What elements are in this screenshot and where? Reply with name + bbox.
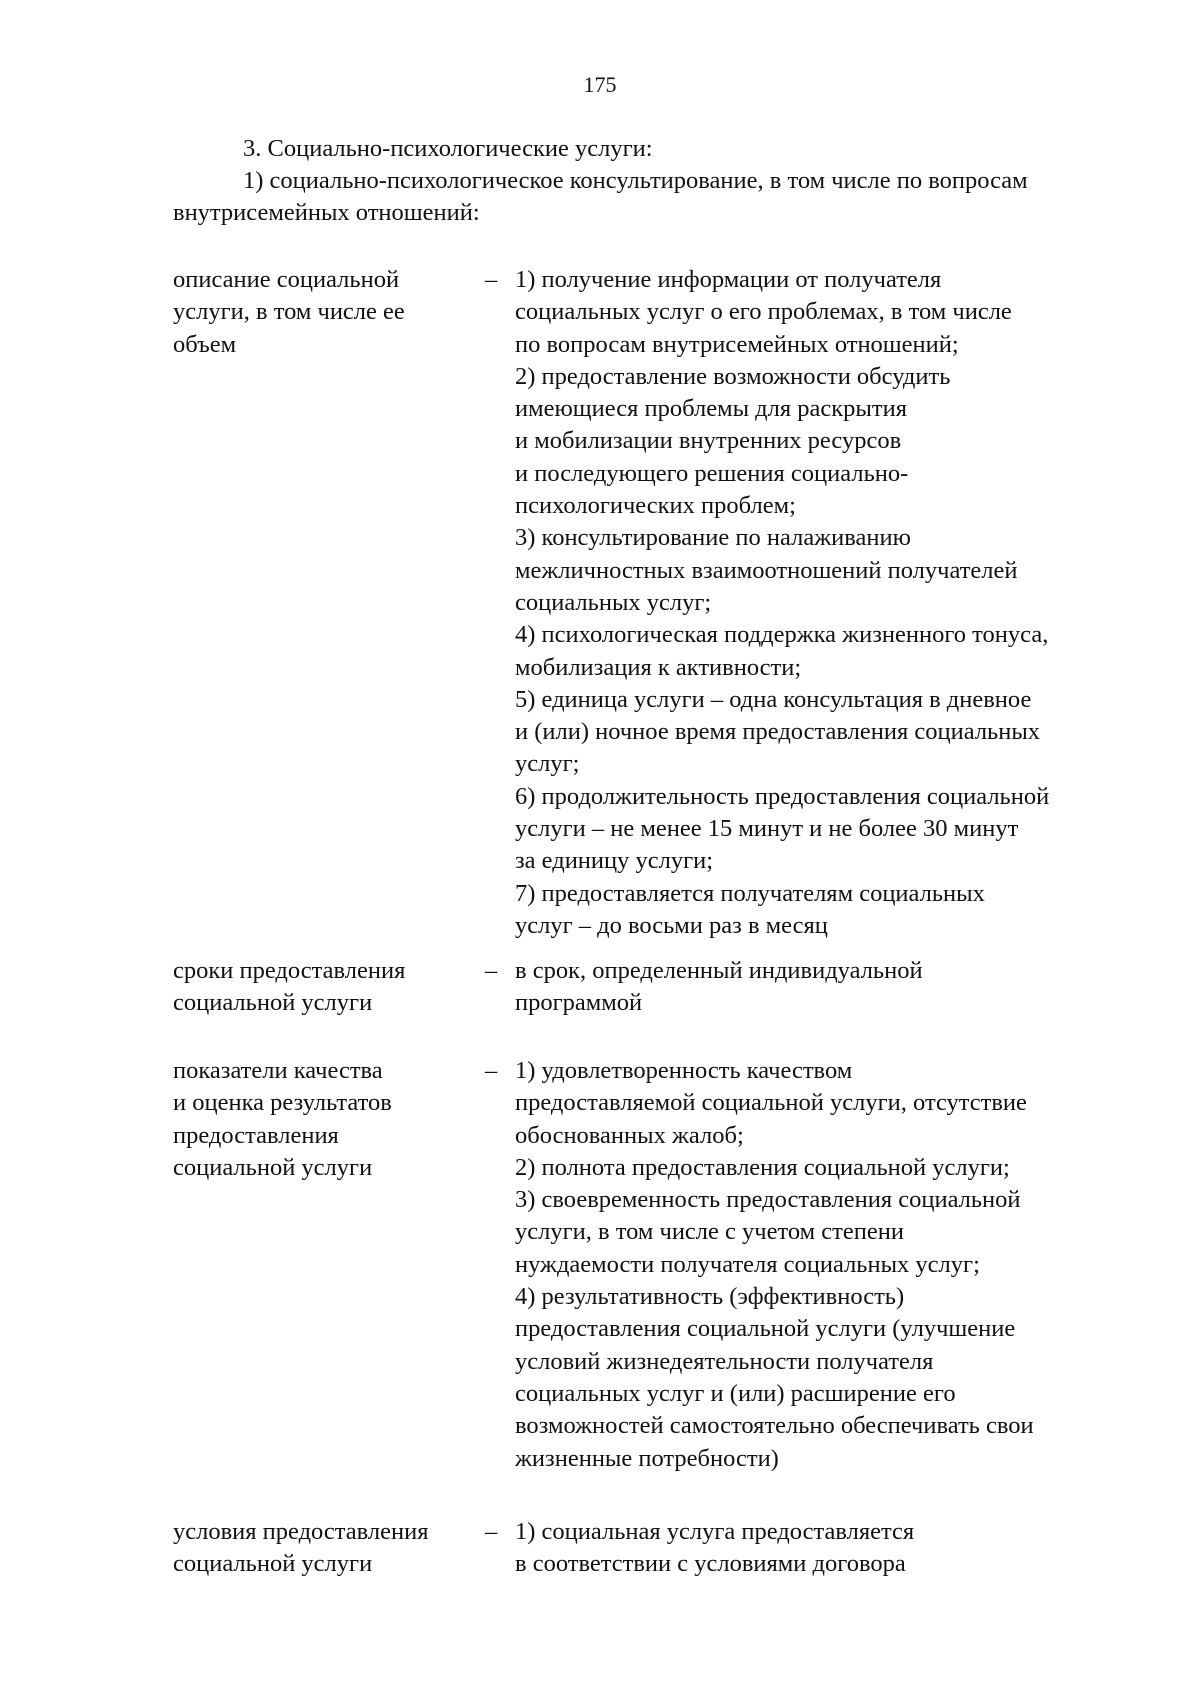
content-line: 4) психологическая поддержка жизненного тонуса, <box>515 621 1049 649</box>
content-line: 1) социальная услуга предоставляется <box>515 1518 915 1545</box>
content-line: предоставляемой социальной услуги, отсутствие <box>515 1089 1027 1117</box>
row-label <box>173 1055 473 1184</box>
content-line: нуждаемости получателя социальных услуг; <box>515 1250 980 1278</box>
subsection-title-line: 1) социально-психологическое консультирование, в том числе по вопросам <box>243 167 1028 194</box>
content-line: программой <box>515 989 643 1017</box>
content-line: услуги – не менее 15 минут и не более 30 минут <box>515 815 1019 843</box>
label-line: сроки предоставления <box>173 957 406 984</box>
row-dash: – <box>485 1518 498 1545</box>
label-line: условия предоставления <box>173 1518 429 1545</box>
label-line: услуги, в том числе ее <box>173 298 405 326</box>
row-content <box>515 1516 1155 1581</box>
content-line: жизненные потребности) <box>515 1444 779 1472</box>
content-line: 3) своевременность предоставления социальной <box>515 1186 1021 1214</box>
content-line: 1) удовлетворенность качеством <box>515 1057 853 1084</box>
content-line: 2) предоставление возможности обсудить <box>515 362 951 390</box>
label-line: предоставления <box>173 1121 339 1149</box>
label-line: социальной услуги <box>173 1550 373 1578</box>
row-content <box>515 955 1155 1020</box>
content-line: условий жизнедеятельности получателя <box>515 1347 934 1375</box>
content-line: психологических проблем; <box>515 492 796 520</box>
content-line: предоставления социальной услуги (улучшение <box>515 1315 1016 1343</box>
row-label <box>173 1516 473 1581</box>
content-line: и (или) ночное время предоставления социальных <box>515 718 1041 746</box>
content-line: за единицу услуги; <box>515 847 714 875</box>
section-title: 3. Социально-психологические услуги: <box>243 135 653 162</box>
label-line: описание социальной <box>173 266 400 293</box>
content-line: услуг – до восьми раз в месяц <box>515 911 828 939</box>
content-line: 7) предоставляется получателям социальных <box>515 879 985 907</box>
content-line: 3) консультирование по налаживанию <box>515 524 911 552</box>
row-label <box>173 264 473 361</box>
label-line: социальной услуги <box>173 1153 373 1181</box>
label-line: объем <box>173 330 237 358</box>
content-line: услуги, в том числе с учетом степени <box>515 1218 904 1246</box>
content-line: и мобилизации внутренних ресурсов <box>515 427 902 455</box>
content-line: социальных услуг; <box>515 588 712 616</box>
subsection-title <box>0 165 1200 229</box>
content-line: обоснованных жалоб; <box>515 1121 744 1149</box>
content-line: мобилизация к активности; <box>515 653 802 681</box>
row-content <box>515 264 1155 942</box>
content-line: возможностей самостоятельно обеспечивать свои <box>515 1412 1034 1440</box>
content-line: 6) продолжительность предоставления социальной <box>515 782 1050 810</box>
label-line: и оценка результатов <box>173 1089 392 1117</box>
row-dash: – <box>485 957 498 984</box>
content-line: в соответствии с условиями договора <box>515 1550 906 1578</box>
content-line: имеющиеся проблемы для раскрытия <box>515 395 907 423</box>
label-line: показатели качества <box>173 1057 383 1084</box>
row-content <box>515 1055 1155 1475</box>
content-line: межличностных взаимоотношений получателей <box>515 556 1018 584</box>
label-line: социальной услуги <box>173 989 373 1017</box>
content-line: 2) полнота предоставления социальной услуги; <box>515 1153 1010 1181</box>
row-dash: – <box>485 266 498 293</box>
content-line: социальных услуг о его проблемах, в том числе <box>515 298 1012 326</box>
content-line: по вопросам внутрисемейных отношений; <box>515 330 959 358</box>
content-line: 5) единица услуги – одна консультация в дневное <box>515 685 1032 713</box>
content-line: в срок, определенный индивидуальной <box>515 957 923 984</box>
page-number: 175 <box>583 72 617 97</box>
content-line: услуг; <box>515 750 580 778</box>
row-label <box>173 955 473 1020</box>
row-dash: – <box>485 1057 498 1084</box>
content-line: и последующего решения социально- <box>515 459 909 487</box>
content-line: социальных услуг и (или) расширение его <box>515 1379 956 1407</box>
content-line: 1) получение информации от получателя <box>515 266 942 293</box>
content-line: 4) результативность (эффективность) <box>515 1283 905 1311</box>
subsection-title-line: внутрисемейных отношений: <box>173 199 480 226</box>
